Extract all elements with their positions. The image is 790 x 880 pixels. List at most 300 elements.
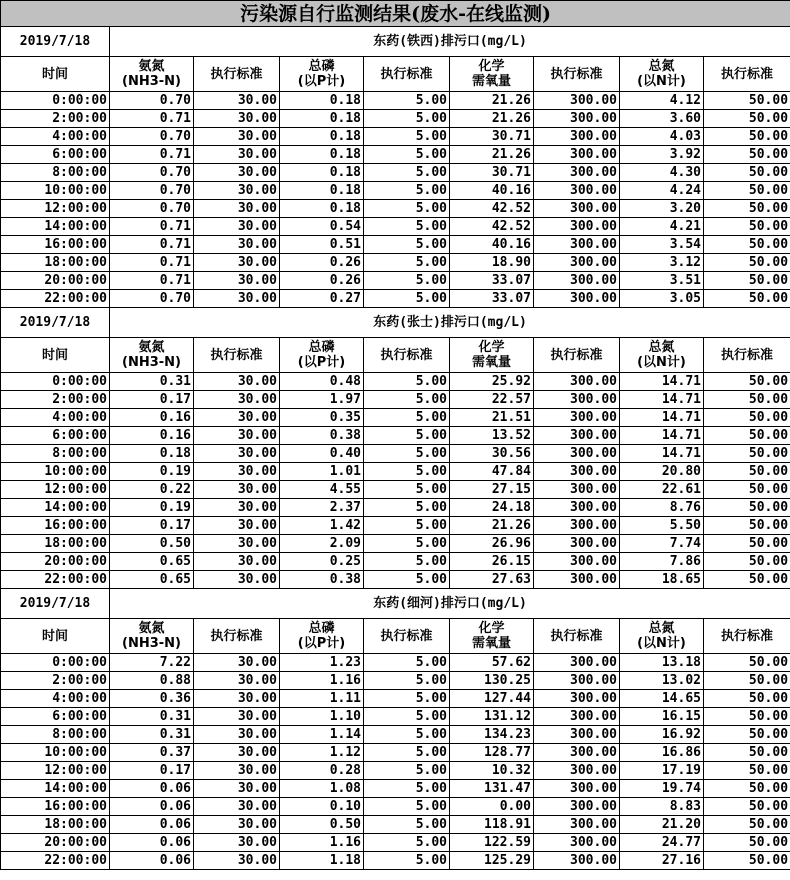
ammonia-standard: 30.00 [194,290,280,308]
ammonia-standard: 30.00 [194,654,280,672]
phosphorus-value: 1.16 [280,834,364,852]
cod-value: 118.91 [450,816,534,834]
col-header-time: 时间 [1,338,110,373]
phosphorus-value: 0.51 [280,236,364,254]
col-header-nitrogen-line-1: 总氮 [648,621,675,636]
cod-value: 26.15 [450,553,534,571]
cod-standard: 300.00 [534,690,620,708]
cod-standard: 300.00 [534,254,620,272]
time-cell: 4:00:00 [1,690,110,708]
col-header-ammonia-line-2: (NH3-N) [122,355,181,370]
col-header-phosphorus [280,57,364,92]
time-cell: 22:00:00 [1,852,110,870]
ammonia-value: 0.71 [110,254,194,272]
phosphorus-standard: 5.00 [364,798,450,816]
nitrogen-standard: 50.00 [704,571,790,589]
ammonia-standard: 30.00 [194,816,280,834]
phosphorus-standard: 5.00 [364,200,450,218]
table-row [1,553,790,571]
nitrogen-standard: 50.00 [704,654,790,672]
cod-standard: 300.00 [534,553,620,571]
col-header-standard: 执行标准 [194,57,280,92]
col-header-nitrogen [620,619,704,654]
phosphorus-standard: 5.00 [364,708,450,726]
ammonia-value: 0.70 [110,182,194,200]
ammonia-value: 0.22 [110,481,194,499]
nitrogen-standard: 50.00 [704,128,790,146]
col-header-time: 时间 [1,57,110,92]
nitrogen-standard: 50.00 [704,672,790,690]
cod-standard: 300.00 [534,427,620,445]
table-row [1,236,790,254]
ammonia-standard: 30.00 [194,200,280,218]
nitrogen-value: 14.71 [620,409,704,427]
ammonia-value: 0.17 [110,391,194,409]
col-header-cod [450,619,534,654]
time-cell: 4:00:00 [1,128,110,146]
time-cell: 20:00:00 [1,834,110,852]
section-date: 2019/7/18 [1,589,110,619]
cod-standard: 300.00 [534,445,620,463]
col-header-nitrogen-line-2: (以N计) [637,74,686,89]
cod-value: 30.71 [450,128,534,146]
nitrogen-value: 14.71 [620,445,704,463]
time-cell: 12:00:00 [1,481,110,499]
col-header-cod-line-2: 需氧量 [471,74,511,89]
table-row [1,762,790,780]
cod-value: 26.96 [450,535,534,553]
nitrogen-standard: 50.00 [704,798,790,816]
phosphorus-standard: 5.00 [364,481,450,499]
cod-standard: 300.00 [534,571,620,589]
section-header-row [1,308,790,338]
ammonia-standard: 30.00 [194,744,280,762]
table-row [1,816,790,834]
cod-standard: 300.00 [534,535,620,553]
ammonia-value: 0.65 [110,553,194,571]
cod-standard: 300.00 [534,409,620,427]
cod-standard: 300.00 [534,236,620,254]
nitrogen-value: 3.20 [620,200,704,218]
cod-value: 33.07 [450,290,534,308]
cod-value: 21.26 [450,517,534,535]
ammonia-value: 0.17 [110,762,194,780]
ammonia-standard: 30.00 [194,182,280,200]
col-header-phosphorus [280,619,364,654]
cod-value: 18.90 [450,254,534,272]
ammonia-standard: 30.00 [194,445,280,463]
nitrogen-standard: 50.00 [704,272,790,290]
phosphorus-value: 1.12 [280,744,364,762]
ammonia-value: 0.06 [110,780,194,798]
ammonia-value: 0.06 [110,834,194,852]
ammonia-value: 0.71 [110,236,194,254]
phosphorus-value: 2.37 [280,499,364,517]
nitrogen-standard: 50.00 [704,499,790,517]
cod-standard: 300.00 [534,218,620,236]
phosphorus-standard: 5.00 [364,92,450,110]
phosphorus-value: 0.18 [280,164,364,182]
cod-value: 40.16 [450,182,534,200]
ammonia-standard: 30.00 [194,128,280,146]
phosphorus-value: 1.18 [280,852,364,870]
phosphorus-value: 0.35 [280,409,364,427]
ammonia-value: 0.31 [110,373,194,391]
cod-standard: 300.00 [534,182,620,200]
table-row [1,164,790,182]
cod-standard: 300.00 [534,463,620,481]
col-header-standard: 执行标准 [704,338,790,373]
cod-value: 24.18 [450,499,534,517]
time-cell: 22:00:00 [1,290,110,308]
nitrogen-standard: 50.00 [704,816,790,834]
nitrogen-standard: 50.00 [704,110,790,128]
phosphorus-value: 0.25 [280,553,364,571]
cod-value: 42.52 [450,218,534,236]
phosphorus-standard: 5.00 [364,164,450,182]
col-header-time: 时间 [1,619,110,654]
cod-standard: 300.00 [534,92,620,110]
col-header-ammonia [110,619,194,654]
nitrogen-value: 4.24 [620,182,704,200]
phosphorus-value: 0.38 [280,427,364,445]
ammonia-value: 0.19 [110,499,194,517]
nitrogen-value: 27.16 [620,852,704,870]
phosphorus-standard: 5.00 [364,816,450,834]
time-cell: 0:00:00 [1,92,110,110]
nitrogen-standard: 50.00 [704,290,790,308]
ammonia-standard: 30.00 [194,164,280,182]
col-header-cod-line-2: 需氧量 [471,355,511,370]
cod-standard: 300.00 [534,726,620,744]
col-header-cod-line-1: 化学 [478,621,505,636]
table-row [1,708,790,726]
time-cell: 16:00:00 [1,798,110,816]
nitrogen-value: 4.03 [620,128,704,146]
ammonia-value: 0.37 [110,744,194,762]
cod-value: 130.25 [450,672,534,690]
cod-standard: 300.00 [534,708,620,726]
phosphorus-value: 1.16 [280,672,364,690]
cod-value: 122.59 [450,834,534,852]
ammonia-value: 0.19 [110,463,194,481]
cod-standard: 300.00 [534,373,620,391]
ammonia-value: 0.31 [110,726,194,744]
time-cell: 16:00:00 [1,517,110,535]
time-cell: 12:00:00 [1,762,110,780]
phosphorus-value: 0.18 [280,182,364,200]
ammonia-standard: 30.00 [194,391,280,409]
nitrogen-standard: 50.00 [704,218,790,236]
col-header-ammonia-line-1: 氨氮 [138,59,165,74]
nitrogen-value: 3.54 [620,236,704,254]
phosphorus-standard: 5.00 [364,852,450,870]
cod-value: 131.12 [450,708,534,726]
time-cell: 22:00:00 [1,571,110,589]
ammonia-standard: 30.00 [194,92,280,110]
phosphorus-value: 0.38 [280,571,364,589]
phosphorus-standard: 5.00 [364,517,450,535]
nitrogen-value: 17.19 [620,762,704,780]
cod-standard: 300.00 [534,852,620,870]
nitrogen-value: 8.76 [620,499,704,517]
nitrogen-standard: 50.00 [704,726,790,744]
ammonia-value: 0.06 [110,798,194,816]
nitrogen-standard: 50.00 [704,690,790,708]
cod-standard: 300.00 [534,744,620,762]
phosphorus-standard: 5.00 [364,110,450,128]
table-row [1,798,790,816]
nitrogen-value: 14.71 [620,391,704,409]
table-body [1,1,790,870]
ammonia-value: 0.31 [110,708,194,726]
nitrogen-standard: 50.00 [704,254,790,272]
phosphorus-standard: 5.00 [364,290,450,308]
table-row [1,690,790,708]
col-header-phosphorus-line-1: 总磷 [308,59,335,74]
phosphorus-value: 0.18 [280,146,364,164]
phosphorus-standard: 5.00 [364,834,450,852]
table-row [1,290,790,308]
cod-standard: 300.00 [534,672,620,690]
ammonia-standard: 30.00 [194,571,280,589]
ammonia-value: 0.71 [110,218,194,236]
phosphorus-value: 1.14 [280,726,364,744]
table-row [1,218,790,236]
col-header-standard: 执行标准 [194,338,280,373]
phosphorus-value: 1.42 [280,517,364,535]
phosphorus-standard: 5.00 [364,236,450,254]
col-header-standard: 执行标准 [364,338,450,373]
phosphorus-value: 1.11 [280,690,364,708]
phosphorus-value: 0.54 [280,218,364,236]
time-cell: 6:00:00 [1,146,110,164]
nitrogen-value: 22.61 [620,481,704,499]
table-row [1,654,790,672]
table-row [1,463,790,481]
section-outlet-name: 东药(细河)排污口(mg/L) [110,589,790,619]
cod-value: 21.51 [450,409,534,427]
cod-value: 134.23 [450,726,534,744]
ammonia-standard: 30.00 [194,236,280,254]
phosphorus-value: 1.97 [280,391,364,409]
table-row [1,481,790,499]
table-row [1,146,790,164]
ammonia-standard: 30.00 [194,110,280,128]
nitrogen-standard: 50.00 [704,164,790,182]
cod-value: 128.77 [450,744,534,762]
col-header-ammonia-line-2: (NH3-N) [122,636,181,651]
nitrogen-value: 14.71 [620,373,704,391]
ammonia-value: 0.71 [110,110,194,128]
phosphorus-standard: 5.00 [364,445,450,463]
phosphorus-standard: 5.00 [364,571,450,589]
ammonia-standard: 30.00 [194,672,280,690]
phosphorus-standard: 5.00 [364,254,450,272]
nitrogen-standard: 50.00 [704,708,790,726]
phosphorus-standard: 5.00 [364,409,450,427]
table-row [1,672,790,690]
table-row [1,535,790,553]
page-title: 污染源自行监测结果(废水-在线监测) [1,1,790,27]
nitrogen-standard: 50.00 [704,535,790,553]
cod-value: 21.26 [450,146,534,164]
section-date: 2019/7/18 [1,308,110,338]
nitrogen-standard: 50.00 [704,834,790,852]
section-date: 2019/7/18 [1,27,110,57]
phosphorus-standard: 5.00 [364,373,450,391]
ammonia-standard: 30.00 [194,373,280,391]
phosphorus-value: 2.09 [280,535,364,553]
nitrogen-standard: 50.00 [704,553,790,571]
ammonia-standard: 30.00 [194,726,280,744]
ammonia-standard: 30.00 [194,762,280,780]
cod-standard: 300.00 [534,798,620,816]
nitrogen-standard: 50.00 [704,373,790,391]
ammonia-standard: 30.00 [194,254,280,272]
column-header-row [1,619,790,654]
table-row [1,254,790,272]
nitrogen-value: 7.74 [620,535,704,553]
time-cell: 2:00:00 [1,672,110,690]
cod-value: 10.32 [450,762,534,780]
nitrogen-value: 16.15 [620,708,704,726]
nitrogen-value: 3.92 [620,146,704,164]
cod-standard: 300.00 [534,780,620,798]
nitrogen-value: 4.30 [620,164,704,182]
ammonia-value: 0.06 [110,816,194,834]
nitrogen-standard: 50.00 [704,517,790,535]
cod-value: 13.52 [450,427,534,445]
cod-standard: 300.00 [534,290,620,308]
ammonia-standard: 30.00 [194,780,280,798]
time-cell: 18:00:00 [1,535,110,553]
cod-value: 27.15 [450,481,534,499]
table-row [1,427,790,445]
nitrogen-standard: 50.00 [704,463,790,481]
cod-standard: 300.00 [534,128,620,146]
cod-standard: 300.00 [534,517,620,535]
ammonia-standard: 30.00 [194,798,280,816]
ammonia-value: 0.16 [110,409,194,427]
cod-standard: 300.00 [534,146,620,164]
phosphorus-value: 0.26 [280,254,364,272]
col-header-phosphorus-line-1: 总磷 [308,340,335,355]
phosphorus-standard: 5.00 [364,535,450,553]
time-cell: 16:00:00 [1,236,110,254]
phosphorus-standard: 5.00 [364,762,450,780]
table-row [1,517,790,535]
nitrogen-standard: 50.00 [704,391,790,409]
ammonia-value: 0.71 [110,272,194,290]
ammonia-value: 0.17 [110,517,194,535]
phosphorus-value: 0.28 [280,762,364,780]
col-header-cod-line-1: 化学 [478,340,505,355]
nitrogen-value: 4.12 [620,92,704,110]
ammonia-standard: 30.00 [194,218,280,236]
nitrogen-value: 5.50 [620,517,704,535]
col-header-standard: 执行标准 [704,57,790,92]
time-cell: 14:00:00 [1,499,110,517]
table-row [1,499,790,517]
col-header-phosphorus-line-2: (以P计) [297,355,346,370]
ammonia-standard: 30.00 [194,690,280,708]
column-header-row [1,338,790,373]
table-row [1,409,790,427]
nitrogen-value: 7.86 [620,553,704,571]
ammonia-value: 0.70 [110,164,194,182]
nitrogen-standard: 50.00 [704,445,790,463]
phosphorus-standard: 5.00 [364,690,450,708]
column-header-row [1,57,790,92]
col-header-ammonia [110,338,194,373]
col-header-nitrogen [620,57,704,92]
col-header-ammonia-line-1: 氨氮 [138,621,165,636]
col-header-standard: 执行标准 [194,619,280,654]
table-row [1,780,790,798]
nitrogen-value: 8.83 [620,798,704,816]
time-cell: 10:00:00 [1,182,110,200]
time-cell: 2:00:00 [1,391,110,409]
ammonia-standard: 30.00 [194,427,280,445]
section-outlet-name: 东药(铁西)排污口(mg/L) [110,27,790,57]
phosphorus-value: 0.18 [280,200,364,218]
ammonia-value: 0.65 [110,571,194,589]
time-cell: 8:00:00 [1,726,110,744]
phosphorus-standard: 5.00 [364,726,450,744]
table-row [1,834,790,852]
table-row [1,128,790,146]
time-cell: 10:00:00 [1,463,110,481]
col-header-phosphorus-line-1: 总磷 [308,621,335,636]
cod-standard: 300.00 [534,834,620,852]
nitrogen-standard: 50.00 [704,200,790,218]
phosphorus-standard: 5.00 [364,218,450,236]
table-row [1,445,790,463]
cod-standard: 300.00 [534,762,620,780]
ammonia-value: 0.70 [110,200,194,218]
table-row [1,391,790,409]
phosphorus-standard: 5.00 [364,272,450,290]
ammonia-value: 0.70 [110,92,194,110]
cod-standard: 300.00 [534,391,620,409]
nitrogen-standard: 50.00 [704,236,790,254]
section-header-row [1,589,790,619]
ammonia-standard: 30.00 [194,517,280,535]
col-header-standard: 执行标准 [534,57,620,92]
col-header-nitrogen-line-2: (以N计) [637,355,686,370]
phosphorus-standard: 5.00 [364,391,450,409]
ammonia-standard: 30.00 [194,499,280,517]
phosphorus-standard: 5.00 [364,128,450,146]
nitrogen-value: 4.21 [620,218,704,236]
nitrogen-standard: 50.00 [704,146,790,164]
nitrogen-value: 19.74 [620,780,704,798]
time-cell: 14:00:00 [1,780,110,798]
phosphorus-value: 0.18 [280,128,364,146]
time-cell: 10:00:00 [1,744,110,762]
phosphorus-standard: 5.00 [364,182,450,200]
nitrogen-value: 16.92 [620,726,704,744]
phosphorus-standard: 5.00 [364,654,450,672]
time-cell: 12:00:00 [1,200,110,218]
nitrogen-value: 3.51 [620,272,704,290]
ammonia-value: 0.06 [110,852,194,870]
ammonia-value: 0.50 [110,535,194,553]
cod-standard: 300.00 [534,272,620,290]
table-row [1,92,790,110]
col-header-standard: 执行标准 [534,338,620,373]
